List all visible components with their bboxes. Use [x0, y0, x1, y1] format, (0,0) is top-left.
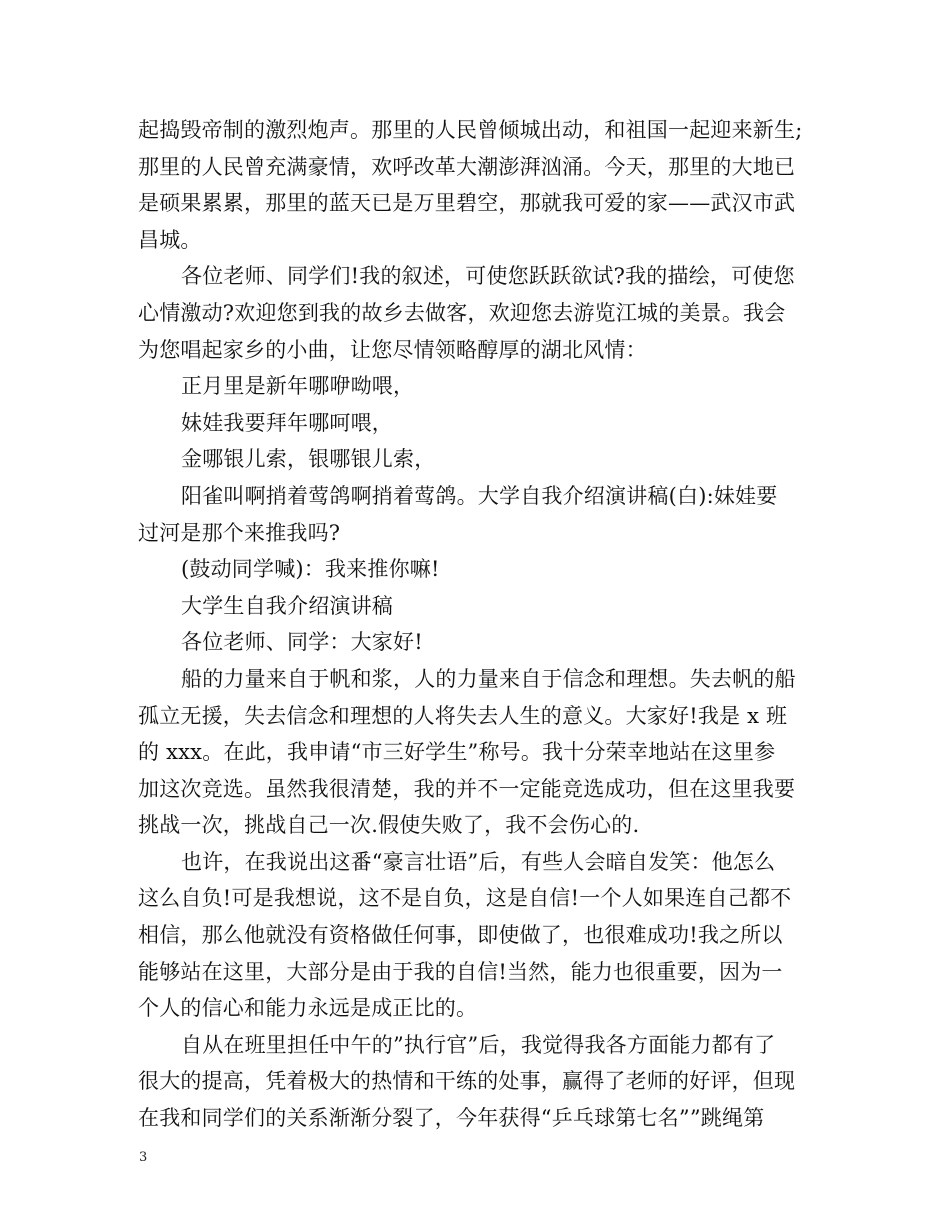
text-line: 是硕果累累，那里的蓝天已是万里碧空，那就我可爱的家——武汉市武: [138, 191, 796, 216]
text-line: 孤立无援，失去信念和理想的人将失去人生的意义。大家好!我是 x 班: [138, 703, 788, 728]
text-line: 个人的信心和能力永远是成正比的。: [138, 996, 478, 1021]
text-line: 各位老师、同学：大家好!: [181, 630, 423, 655]
text-line: 相信，那么他就没有资格做任何事，即使做了，也很难成功!我之所以: [138, 923, 783, 948]
paragraph: [138, 478, 818, 551]
text-line: 的 xxx。在此，我申请“市三好学生”称号。我十分荣幸地站在这里参: [138, 740, 776, 765]
text-line: 心情激动?欢迎您到我的故乡去做客，欢迎您去游览江城的美景。我会: [138, 300, 786, 325]
text-line: 各位老师、同学们!我的叙述，可使您跃跃欲试?我的描绘，可使您: [181, 264, 795, 289]
paragraph: [138, 368, 818, 405]
text-line: 挑战一次，挑战自己一次.假使失败了，我不会伤心的.: [138, 813, 640, 838]
text-line: 自从在班里担任中午的”执行官”后，我觉得我各方面能力都有了: [181, 1032, 776, 1057]
text-line: 这么自负!可是我想说，这不是自负，这是自信!一个人如果连自己都不: [138, 886, 792, 911]
paragraph: [138, 844, 818, 1027]
text-line: (鼓动同学喊)：我来推你嘛!: [181, 557, 440, 582]
paragraph: [138, 112, 818, 258]
text-line: 金哪银儿索，银哪银儿索，: [181, 447, 436, 472]
text-line: 也许，在我说出这番“豪言壮语”后，有些人会暗自发笑：他怎么: [181, 849, 776, 874]
text-line: 正月里是新年哪咿呦喂，: [181, 374, 415, 399]
paragraph: [138, 405, 818, 442]
text-line: 那里的人民曾充满豪情，欢呼改革大潮澎湃汹涌。今天，那里的大地已: [138, 154, 796, 179]
text-line: 起捣毁帝制的激烈炮声。那里的人民曾倾城出动，和祖国一起迎来新生;: [138, 118, 803, 142]
text-line: 很大的提高，凭着极大的热情和干练的处事，赢得了老师的好评，但现: [138, 1069, 796, 1094]
paragraph: [138, 441, 818, 478]
document-body: [138, 112, 818, 1137]
text-line: 阳雀叫啊捎着莺鸽啊捎着莺鸽。大学自我介绍演讲稿(白):妹娃要: [181, 483, 778, 508]
text-line: 能够站在这里，大部分是由于我的自信!当然，能力也很重要，因为一: [138, 959, 783, 984]
paragraph: [138, 588, 818, 625]
text-line: 过河是那个来推我吗?: [138, 520, 341, 545]
text-line: 船的力量来自于帆和浆，人的力量来自于信念和理想。失去帆的船: [181, 666, 796, 691]
paragraph: [138, 258, 818, 368]
text-line: 为您唱起家乡的小曲，让您尽情领略醇厚的湖北风情：: [138, 337, 647, 362]
text-line: 昌城。: [138, 227, 202, 252]
paragraph: [138, 661, 818, 844]
text-line: 大学生自我介绍演讲稿: [181, 593, 393, 618]
page-number: 3: [139, 1150, 148, 1165]
text-line: 妹娃我要拜年哪呵喂，: [181, 410, 393, 435]
paragraph: [138, 1027, 818, 1137]
paragraph: [138, 624, 818, 661]
text-line: 在我和同学们的关系渐渐分裂了，今年获得“乒乓球第七名””跳绳第: [138, 1106, 765, 1131]
paragraph: [138, 551, 818, 588]
text-line: 加这次竞选。虽然我很清楚，我的并不一定能竞选成功，但在这里我要: [138, 776, 796, 801]
